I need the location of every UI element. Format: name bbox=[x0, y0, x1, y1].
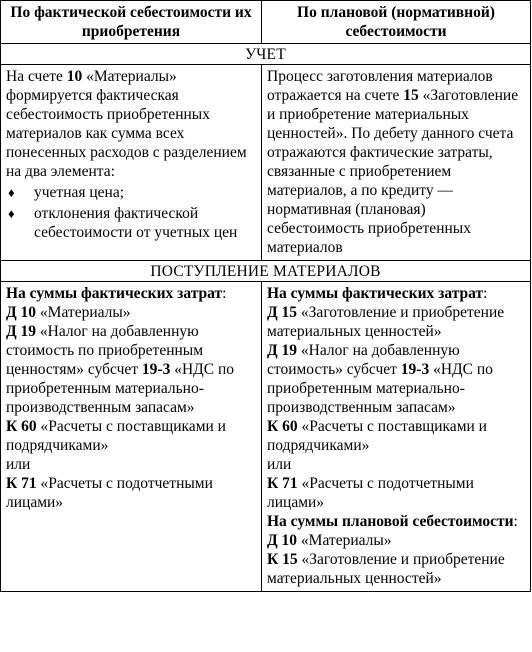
entry-heading bbox=[267, 512, 525, 531]
text-fragment: Процесс заготовления материалов отражается на счете bbox=[267, 68, 493, 104]
account-number: 71 bbox=[282, 475, 298, 492]
uchet-right-cell bbox=[262, 65, 531, 261]
account-name: «Материалы» bbox=[297, 532, 392, 549]
text-fragment: На счете bbox=[6, 68, 67, 85]
uchet-right-paragraph bbox=[267, 67, 525, 257]
bullet-item bbox=[6, 183, 256, 202]
text-fragment: : bbox=[513, 513, 518, 530]
account-name: «Налог на добавленную стоимость по приобретенным ценностям» субсчет bbox=[6, 323, 204, 378]
or-text: или bbox=[267, 456, 292, 473]
account-name: «Расчеты с подотчетными лицами» bbox=[6, 475, 213, 511]
diamond-bullet-icon: ♦ bbox=[8, 185, 15, 200]
account-number: 19 bbox=[281, 342, 298, 359]
subaccount-name: «НДС по приобретенным материально-производственным запасам» bbox=[6, 361, 234, 416]
entry-side: К bbox=[267, 418, 283, 435]
entry-line bbox=[267, 341, 525, 417]
diamond-bullet-icon: ♦ bbox=[8, 206, 15, 221]
header-col-actual: По фактической себестоимости их приобретения bbox=[1, 1, 262, 44]
entry-line bbox=[267, 474, 525, 512]
heading-text: На суммы плановой себестоимости bbox=[267, 513, 514, 530]
account-name: «Расчеты с поставщиками и подрядчиками» bbox=[6, 418, 226, 454]
entry-side: Д bbox=[6, 304, 21, 321]
entry-side: К bbox=[6, 475, 22, 492]
bullet-text: учетная цена; bbox=[34, 184, 125, 201]
account-number: 19 bbox=[20, 323, 37, 340]
bullet-text: отклонения фактической себестоимости от учетных цен bbox=[34, 205, 238, 241]
uchet-left-cell bbox=[1, 65, 262, 261]
entry-line bbox=[6, 417, 256, 455]
entry-line bbox=[267, 417, 525, 455]
entry-side: Д bbox=[6, 323, 21, 340]
section-row-postuplenie bbox=[1, 261, 531, 282]
account-name: «Заготовление и приобретение материальных ценностей» bbox=[267, 304, 505, 340]
entry-line bbox=[267, 303, 525, 341]
entry-line bbox=[6, 303, 256, 322]
account-number: 60 bbox=[282, 418, 298, 435]
text-fragment: : bbox=[483, 285, 488, 302]
entry-side: К bbox=[267, 551, 283, 568]
account-number: 15 bbox=[282, 551, 298, 568]
section-title-uchet: УЧЕТ bbox=[1, 44, 531, 65]
entry-line bbox=[6, 322, 256, 417]
text-fragment: «Материалы» формируется фактическая себестоимость приобретенных материалов как сумма всех понесенных расходов с разделением на два элемента: bbox=[6, 68, 247, 180]
account-number: 15 bbox=[403, 87, 419, 104]
entry-side: Д bbox=[267, 304, 282, 321]
account-name: «Расчеты с поставщиками и подрядчиками» bbox=[267, 418, 487, 454]
entry-line bbox=[267, 531, 525, 550]
section-title-postuplenie: ПОСТУПЛЕНИЕ МАТЕРИАЛОВ bbox=[1, 261, 531, 282]
text-fragment: : bbox=[222, 285, 227, 302]
entry-side: К bbox=[267, 475, 283, 492]
account-number: 60 bbox=[21, 418, 37, 435]
postuplenie-right-cell bbox=[262, 282, 531, 592]
or-text: или bbox=[6, 456, 31, 473]
account-name: «Расчеты с подотчетными лицами» bbox=[267, 475, 474, 511]
entry-heading bbox=[267, 284, 525, 303]
subaccount-number: 19-3 bbox=[400, 361, 430, 378]
account-name: «Заготовление и приобретение материальных ценностей» bbox=[267, 551, 505, 587]
postuplenie-left-cell bbox=[1, 282, 262, 592]
heading-text: На суммы фактических затрат bbox=[6, 285, 223, 302]
entry-line bbox=[267, 550, 525, 588]
entry-side: К bbox=[6, 418, 22, 435]
entry-side: Д bbox=[267, 342, 282, 359]
account-number: 71 bbox=[21, 475, 37, 492]
uchet-row bbox=[1, 65, 531, 261]
header-col-planned: По плановой (нормативной) себестоимости bbox=[262, 1, 531, 44]
entry-heading bbox=[6, 284, 256, 303]
text-fragment: «Заготовление и приобретение материальных ценностей». По дебету данного счета отражаются фактические затраты, связанные с приобретением материалов, а по кредиту — нормативная (плановая) себестоимость приобретенных материалов bbox=[267, 87, 519, 256]
subaccount-number: 19-3 bbox=[141, 361, 171, 378]
postuplenie-row bbox=[1, 282, 531, 592]
account-number: 10 bbox=[20, 304, 37, 321]
entry-line bbox=[6, 474, 256, 512]
header-row bbox=[1, 1, 531, 44]
account-name: «Материалы» bbox=[36, 304, 131, 321]
uchet-left-paragraph bbox=[6, 67, 256, 181]
bullet-item bbox=[6, 204, 256, 242]
account-number: 10 bbox=[281, 532, 298, 549]
subaccount-name: «НДС по приобретенным материально-производственным запасам» bbox=[267, 361, 493, 416]
account-name: «Налог на добавленную стоимость» субсчет bbox=[267, 342, 460, 378]
account-number: 10 bbox=[66, 68, 83, 85]
section-row-uchet bbox=[1, 44, 531, 65]
account-number: 15 bbox=[281, 304, 298, 321]
heading-text: На суммы фактических затрат bbox=[267, 285, 484, 302]
entry-side: Д bbox=[267, 532, 282, 549]
